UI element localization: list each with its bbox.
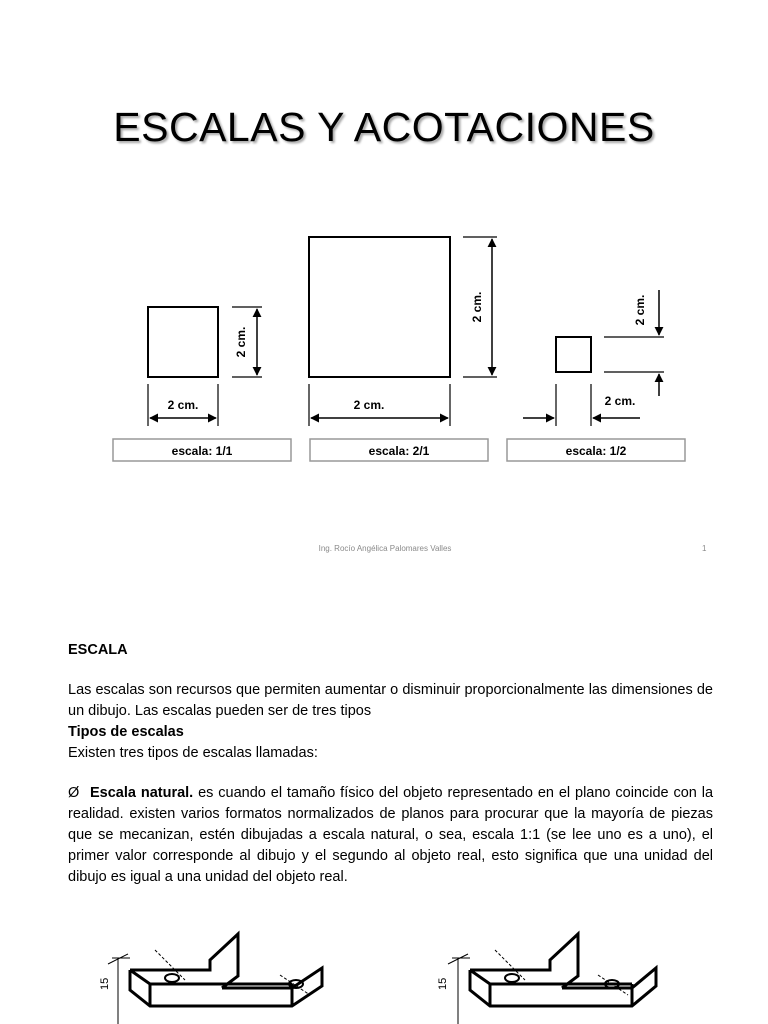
figure-scale-1-1 [113,307,291,461]
bottom-label-1-2: 2 cm. [604,394,636,408]
bullet-term: Escala natural. [90,785,194,801]
isometric-part-right [470,934,656,1006]
caption-1-2: escala: 1/2 [565,444,627,458]
footer-author: Ing. Rocío Angélica Palomares Valles [318,544,452,553]
bottom-label-2-1: 2 cm. [353,398,385,412]
footer-page-number: 1 [702,544,707,553]
bottom-label-1-1: 2 cm. [167,398,199,412]
types-heading: Tipos de escalas [68,724,184,740]
side-label-1-1: 2 cm. [234,326,248,358]
isometric-part-left [130,934,322,1006]
document-body [68,640,713,888]
square-1-2 [556,337,591,372]
square-1-1 [148,307,218,377]
bullet-text: es cuando el tamaño físico del objeto representado en el plano coincide con la realidad. existen varios formatos normalizados de planos para procurar que la mayoría de piezas que se mecanizan, estén dibujadas a escala natural, o sea, escala 1:1 (se lee uno es a uno), el primer valor corresponde al dibujo y el segundo al objeto real, esto significa que una unidad del dibujo es igual a una unidad del objeto real. [68,785,714,885]
dimension-label-left: 15 [99,977,111,990]
figure-scale-2-1 [309,237,497,461]
side-label-1-2: 2 cm. [633,294,647,326]
bullet-symbol: Ø [68,785,80,801]
slide-title: ESCALAS Y ACOTACIONES [113,104,655,150]
intro-paragraph: Las escalas son recursos que permiten aumentar o disminuir proporcionalmente las dimensiones de un dibujo. Las escalas pueden ser de tres tipos [68,682,713,719]
side-label-2-1: 2 cm. [470,291,484,323]
dimension-label-right: 15 [437,977,449,990]
section-title: ESCALA [68,642,128,658]
scale-figures [0,0,768,480]
square-2-1 [309,237,450,377]
bullet-natural-scale [68,783,713,888]
caption-1-1: escala: 1/1 [171,444,233,458]
types-intro: Existen tres tipos de escalas llamadas: [68,745,318,761]
figure-scale-1-2 [507,290,685,461]
caption-2-1: escala: 2/1 [368,444,430,458]
isometric-figures [0,920,768,1024]
